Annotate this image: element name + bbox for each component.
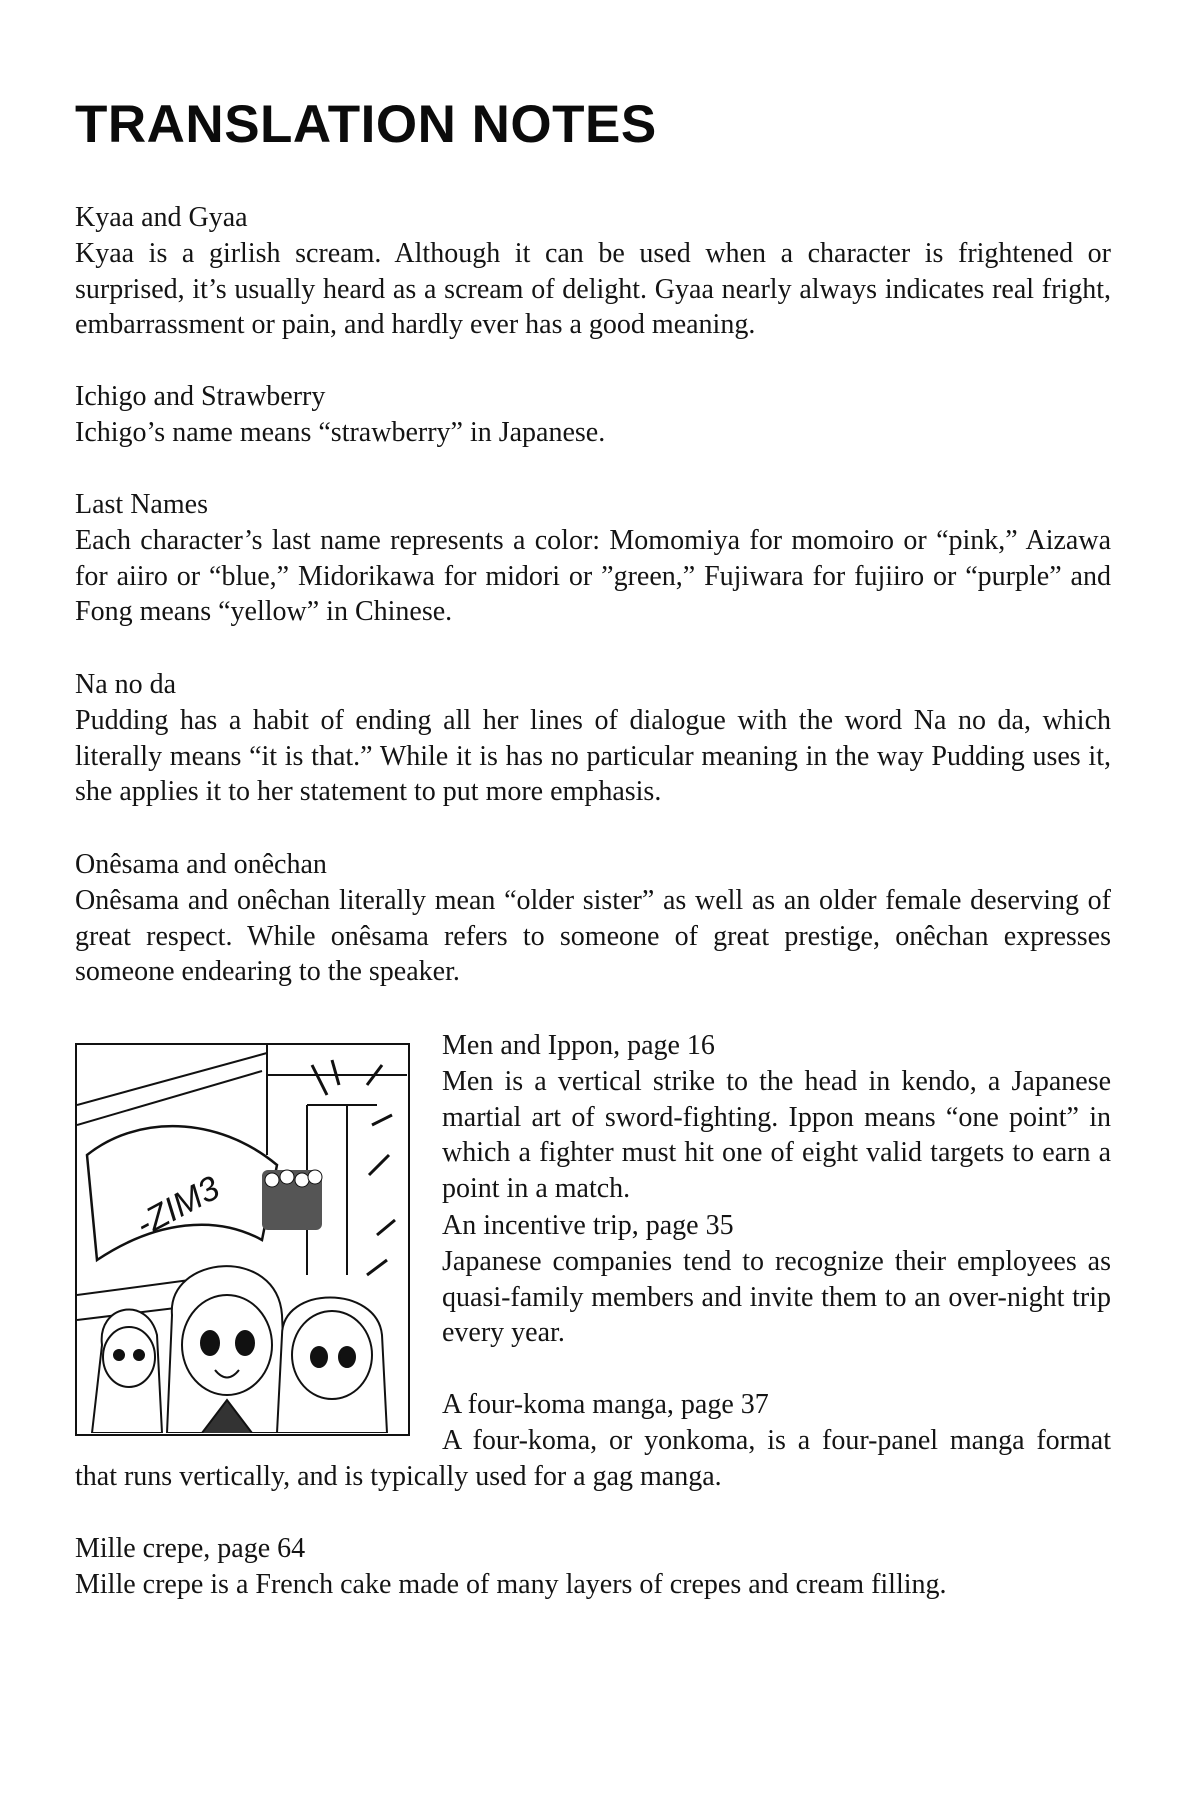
note-incentive-trip	[442, 1208, 1111, 1351]
note-title: Na no da	[75, 669, 177, 700]
note-body: Mille crepe is a French cake made of many layers of crepes and cream filling.	[75, 1568, 947, 1600]
note-body	[75, 1423, 1111, 1495]
note-onesama	[75, 847, 1111, 990]
note-title: Onêsama and onêchan	[75, 849, 327, 880]
note-body: Men is a vertical strike to the head in kendo, a Japanese martial art of sword-fighting. Ippon means “one point” in which a fighter must hit one of eight valid targets to earn a point in a match.	[442, 1065, 1111, 1205]
note-men-ippon	[442, 1028, 1111, 1207]
note-body: Ichigo’s name means “strawberry” in Japanese.	[75, 416, 606, 448]
note-kyaa-gyaa	[75, 200, 1111, 343]
note-body: Onêsama and onêchan literally mean “older sister” as well as an older female deserving of great respect. While onêsama refers to someone of great prestige, onêchan expresses someone endearing to the speaker.	[75, 884, 1111, 988]
note-title: Mille crepe, page 64	[75, 1533, 306, 1564]
manga-illustration-svg	[77, 1045, 407, 1433]
note-body: Each character’s last name represents a color: Momomiya for momoiro or “pink,” Aizawa for aiiro or “blue,” Midorikawa for midori or ”green,” Fujiwara for fujiiro or “purple” and Fong means “yellow” in Chinese.	[75, 524, 1111, 628]
note-na-no-da	[75, 667, 1111, 810]
note-title: Kyaa and Gyaa	[75, 202, 248, 233]
manga-panel-illustration	[75, 1043, 410, 1436]
sfx-text: -ZIM3	[129, 1168, 226, 1245]
page-title: TRANSLATION NOTES	[75, 95, 657, 154]
note-body: Pudding has a habit of ending all her lines of dialogue with the word Na no da, which literally means “it is that.” While it is has no particular meaning in the way Pudding uses it, she applies it to her statement to put more emphasis.	[75, 704, 1111, 808]
note-title: Last Names	[75, 489, 208, 520]
note-body-line: that runs vertically, and is typically used for a gag manga.	[75, 1460, 722, 1492]
note-last-names	[75, 487, 1111, 630]
note-title: An incentive trip, page 35	[442, 1210, 734, 1241]
note-body: Japanese companies tend to recognize their employees as quasi-family members and invite them to an over-night trip every year.	[442, 1245, 1111, 1349]
note-mille-crepe	[75, 1531, 1111, 1603]
note-ichigo	[75, 379, 1111, 451]
note-body: Kyaa is a girlish scream. Although it can be used when a character is frightened or surprised, it’s usually heard as a scream of delight. Gyaa nearly always indicates real fright, embarrassment or pain, and hardly ever has a good meaning.	[75, 237, 1111, 341]
note-title: Men and Ippon, page 16	[442, 1030, 715, 1061]
note-title: A four-koma manga, page 37	[442, 1389, 769, 1420]
note-four-koma	[75, 1387, 1111, 1494]
note-body-line: A four-koma, or yonkoma, is a four-panel manga format	[442, 1424, 1111, 1456]
note-title: Ichigo and Strawberry	[75, 381, 326, 412]
